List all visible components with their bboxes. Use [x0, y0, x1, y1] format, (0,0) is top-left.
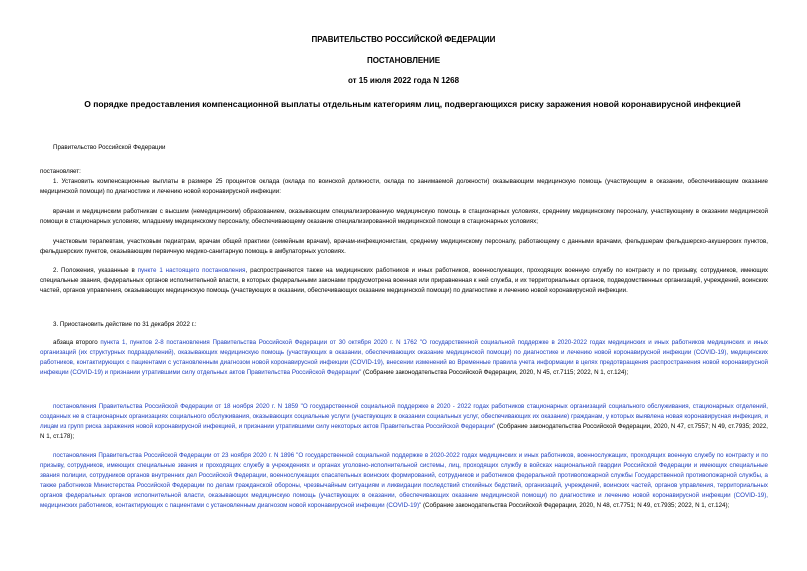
paragraph-2-pre: 2. Положения, указанные в [53, 267, 138, 274]
paragraph-2-post: , распространяются также на медицинских работников и иных работников, военнослужащих, проходящих военную службу по контракту и по призыву, сотрудников, имеющих специальные звания, федеральных органов исполнительной власти, в которых федеральными законами предусмотрена военная или приравненная к ней служба, и их территориальных органов, подведомственных организаций, учреждений, воинских частей, органов управления, оказывающих медицинскую помощь (участвующих в оказании, обеспечивающих оказание медицинской помощи) по диагностике и лечению новой коронавирусной инфекции. [40, 267, 768, 294]
paragraph-3-item-a [40, 338, 768, 378]
paragraph-1-item-a: врачам и медицинским работникам с высшим (немедицинским) образованием, оказывающим специализированную медицинскую помощь в стационарных условиях, среднему медицинскому персоналу, участвующему в оказании медицинской помощи в стационарных условиях, младшему медицинскому персоналу, обеспечивающему оказание специализированной медицинской помощи в стационарных условиях; [40, 208, 768, 225]
paragraph-3-item-b [40, 402, 768, 442]
paragraph-2-link[interactable]: пункте 1 настоящего постановления [137, 267, 246, 274]
issuer-line: Правительство Российской Федерации [53, 144, 166, 151]
paragraph-1: 1. Установить компенсационные выплаты в размере 25 процентов оклада (оклада по воинской должности, оклада по занимаемой должности) оказывающим медицинскую помощь (участвующим в оказании, обеспечивающим оказание медицинской помощи) по диагностике и лечению новой коронавирусной инфекции: [40, 178, 768, 195]
paragraph-3b-link[interactable]: постановления Правительства Российской Федерации от 18 ноября 2020 г. N 1859 "О государственной социальной поддержке в 2020 - 2022 годах работников стационарных организаций социального обслуживания, стационарных отделений, созданных не в стационарных организациях социального обслуживания, оказывающих социальные услуги (участвующих в оказании социальных услуг, обеспечивающих их оказание) гражданам, у которых выявлена новая коронавирусная инфекция, и лицам из групп риска заражения новой коронавирусной инфекцией, и признании утратившими силу некоторых актов Правительства Российской Федерации" [40, 403, 768, 430]
paragraph-3a-post: (Собрание законодательства Российской Федерации, 2020, N 45, ст.7115; 2022, N 1, ст.124); [361, 369, 629, 376]
paragraph-3a-link[interactable]: пункта 1, пунктов 2-8 постановления Правительства Российской Федерации от 30 октября 2020 г. N 1762 "О государственной социальной поддержке в 2020-2022 годах медицинских и иных работников медицинских и иных организаций (их структурных подразделений), оказывающих медицинскую помощь (участвующих в оказании, обеспечивающих оказание медицинской помощи) по диагностике и лечению новой коронавирусной инфекции (COVID-19), медицинских работников, контактирующих с пациентами с установленным диагнозом новой коронавирусной инфекции (COVID-19), внесении изменений во Временные правила учета информации в целях предотвращения распространения новой коронавирусной инфекции (COVID-19) и признании утратившими силу отдельных актов Правительства Российской Федерации" [40, 339, 768, 376]
paragraph-3c-link[interactable]: постановления Правительства Российской Федерации от 23 ноября 2020 г. N 1896 "О государственной социальной поддержке в 2020-2022 годах медицинских и иных работников, военнослужащих, проходящих военную службу по контракту и по призыву, сотрудников, имеющих специальные звания и проходящих службу в учреждениях и органах уголовно-исполнительной системы, лиц, проходящих службу в войсках национальной гвардии Российской Федерации и имеющих специальные звания полиции, сотрудников органов внутренних дел Российской Федерации, военнослужащих спасательных воинских формирований, сотрудников и работников федеральной противопожарной службы Государственной противопожарной службы, а также работников Министерства Российской Федерации по делам гражданской обороны, чрезвычайным ситуациям и ликвидации последствий стихийных бедствий, организаций, учреждений, воинских частей, органов управления, территориальных органов федеральных органов исполнительной власти, оказывающих медицинскую помощь (участвующих в оказании, обеспечивающих оказание медицинской помощи) по диагностике и лечению новой коронавирусной инфекции (COVID-19), медицинских работников, контактирующих с пациентами с установленным диагнозом новой коронавирусной инфекции (COVID-19)" [40, 452, 768, 509]
paragraph-3b-post: (Собрание законодательства Российской Федерации, 2020, N 47, ст.7557; N 49, ст.7935; 2022, N 1, ст.178); [40, 423, 769, 440]
paragraph-2 [40, 266, 768, 296]
paragraph-3-item-c [40, 451, 768, 511]
decrees-line: постановляет: [40, 168, 81, 175]
paragraph-3: 3. Приостановить действие по 31 декабря 2022 г.: [53, 321, 197, 328]
paragraph-3c-post: (Собрание законодательства Российской Федерации, 2020, N 48, ст.7751; N 49, ст.7935; 2022, N 1, ст.124); [421, 502, 730, 509]
date-number: от 15 июля 2022 года N 1268 [347, 76, 460, 85]
government-header: ПРАВИТЕЛЬСТВО РОССИЙСКОЙ ФЕДЕРАЦИИ [311, 35, 496, 44]
paragraph-3a-pre: абзаца второго [53, 339, 101, 346]
document-type: ПОСТАНОВЛЕНИЕ [366, 56, 441, 65]
document-title: О порядке предоставления компенсационной выплаты отдельным категориям лиц, подвергающихся риску заражения новой коронавирусной инфекцией [84, 99, 741, 109]
paragraph-1-item-b: участковым терапевтам, участковым педиатрам, врачам общей практики (семейным врачам), врачам-инфекционистам, среднему медицинскому персоналу, работающему с данными врачами, фельдшерам фельдшерско-акушерских пунктов, фельдшерских пунктов, оказывающим первичную медико-санитарную помощь в амбулаторных условиях. [40, 238, 768, 255]
